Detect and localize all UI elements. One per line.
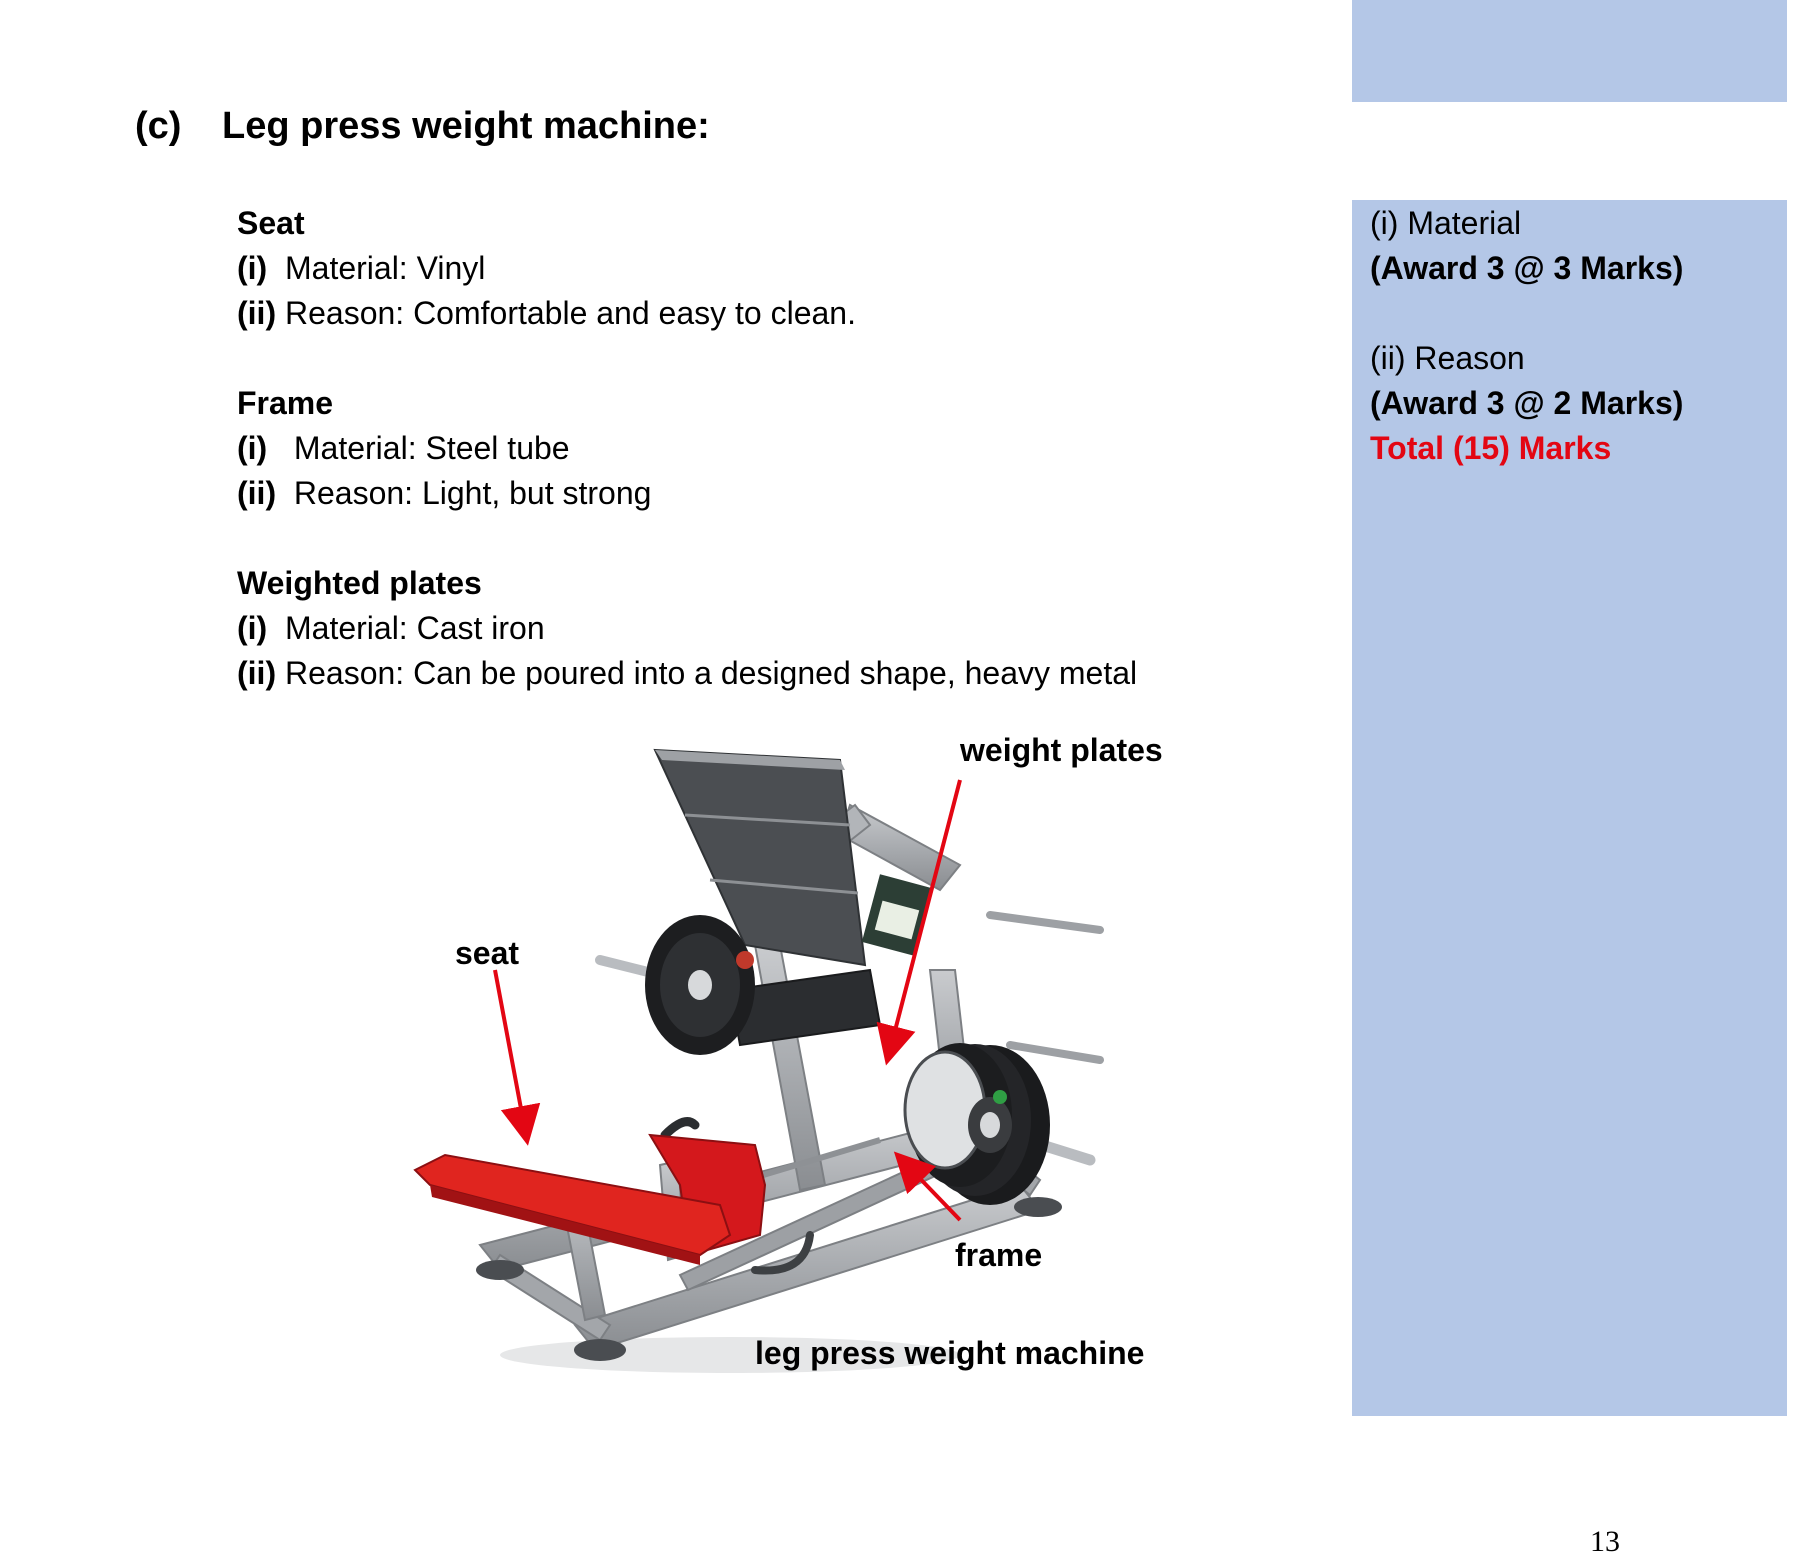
plates-material-line xyxy=(237,610,545,647)
leg-press-illustration xyxy=(400,715,1180,1395)
weight-plates-right xyxy=(905,915,1100,1205)
plates-material-label: (i) xyxy=(237,610,268,646)
section-heading xyxy=(135,105,710,148)
marking-panel xyxy=(1352,200,1787,1416)
seat-arrow xyxy=(495,970,525,1130)
plates-reason-line xyxy=(237,655,1137,692)
marking-material-award: (Award 3 @ 3 Marks) xyxy=(1370,250,1684,286)
plates-material: Material: Cast iron xyxy=(284,610,545,646)
label-weight-plates: weight plates xyxy=(960,732,1163,768)
frame-reason-label: (ii) xyxy=(237,475,277,511)
weight-plates-left xyxy=(600,915,755,1055)
section-label: (c) xyxy=(135,105,182,147)
part-heading-plates: Weighted plates xyxy=(237,565,482,601)
frame-material-label: (i) xyxy=(237,430,268,466)
seat-reason-line xyxy=(237,295,856,332)
frame-reason: Reason: Light, but strong xyxy=(293,475,652,511)
figure-caption: leg press weight machine xyxy=(755,1335,1145,1371)
plates-reason-label: (ii) xyxy=(237,655,277,691)
plates-reason: Reason: Can be poured into a designed shape, heavy metal xyxy=(284,655,1138,691)
marking-reason-label: (ii) Reason xyxy=(1370,340,1525,376)
page-number: 13 xyxy=(1590,1525,1620,1558)
frame-reason-line xyxy=(237,475,651,512)
frame-material-line xyxy=(237,430,570,467)
part-heading-frame: Frame xyxy=(237,385,334,421)
seat-material: Material: Vinyl xyxy=(284,250,486,286)
seat-reason-label: (ii) xyxy=(237,295,277,331)
marking-material-label: (i) Material xyxy=(1370,205,1522,241)
leg-press-figure xyxy=(400,715,1180,1395)
marking-panel-top xyxy=(1352,0,1787,102)
marking-reason-award: (Award 3 @ 2 Marks) xyxy=(1370,385,1684,421)
label-seat: seat xyxy=(455,935,520,971)
frame-material: Material: Steel tube xyxy=(293,430,570,466)
seat-material-line xyxy=(237,250,485,287)
section-title: Leg press weight machine: xyxy=(222,105,710,147)
seat-material-label: (i) xyxy=(237,250,268,286)
part-heading-seat: Seat xyxy=(237,205,305,241)
label-frame: frame xyxy=(955,1237,1043,1273)
seat-reason: Reason: Comfortable and easy to clean. xyxy=(284,295,856,331)
marking-total: Total (15) Marks xyxy=(1370,430,1612,466)
